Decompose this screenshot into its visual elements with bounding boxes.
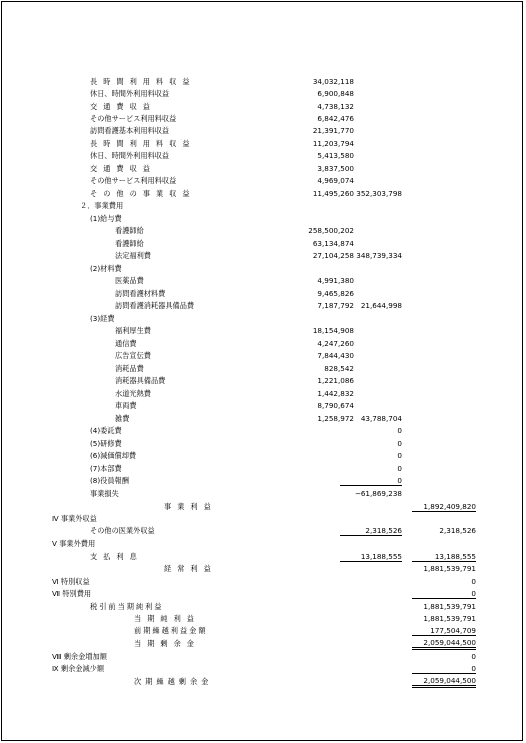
row-label: 法定福利費 [115,251,151,260]
row-value-col1: 6,842,476 [317,114,354,123]
row-value-col1: 3,837,500 [317,164,354,173]
row-label: 訪問看護基本利用料収益 [90,126,170,135]
row-value-col2: 43,788,704 [360,414,402,423]
row-label: 消耗器具備品費 [115,376,166,385]
row-value-col1: 8,790,674 [317,401,354,410]
row-label: その他の事業収益 [90,189,196,198]
section-heading: ２．事業費用 [80,201,124,210]
row-value-col3: 13,188,555 [412,552,476,562]
row-value-col2: 21,644,998 [360,301,402,310]
section-heading: Ⅸ 剰余金減少額 [52,664,105,673]
row-label: 医薬品費 [115,276,144,285]
row-label: 当期純利益 [134,614,200,623]
row-label: 長時間利用料収益 [90,139,196,148]
row-label: 経常利益 [164,564,217,573]
row-value-col1: 34,032,118 [312,77,354,86]
row-value-col1: 4,991,380 [317,276,354,285]
row-label: 雑費 [115,414,130,423]
row-value-col1: 828,542 [324,364,354,373]
row-value-col3: 1,881,539,791 [423,614,476,623]
row-value-col2: 0 [340,476,402,486]
row-value-col2: 0 [397,451,402,460]
row-value-col2: 0 [397,439,402,448]
subsection-heading: (5)研修費 [90,439,122,448]
row-value-col1: 4,969,074 [317,176,354,185]
row-label: その他サービス利用料収益 [90,114,177,123]
section-heading: Ⅵ 特別収益 [52,577,90,586]
row-label: 福利厚生費 [115,326,151,335]
row-value-col1: 258,500,202 [308,226,354,235]
row-value-col1: 1,221,086 [317,376,354,385]
row-value-col3: 0 [471,652,476,661]
row-label: 次期繰越剰余金 [134,677,213,686]
row-value-col2: 13,188,555 [340,552,402,562]
section-heading: Ⅴ 事業外費用 [52,539,96,548]
row-label: 税引前当期純利益 [90,602,164,611]
row-value-col1: 18,154,908 [312,326,354,335]
row-label: 看護師給 [115,226,144,235]
row-label: 当期剰余金 [134,639,200,648]
row-value-col1: 7,187,792 [317,301,354,310]
row-label: 看護師給 [115,239,144,248]
row-label: 通信費 [115,339,137,348]
row-label: 広告宣伝費 [115,351,151,360]
row-label: 前期繰越利益金額 [134,626,208,635]
row-value-col1: 4,738,132 [317,102,354,111]
section-heading: Ⅳ 事業外収益 [52,514,97,523]
subsection-heading: (1)給与費 [90,214,122,223]
row-value-col3: 2,318,526 [439,526,476,535]
subsection-heading: (3)経費 [90,314,115,323]
row-label: 事業損失 [90,489,119,498]
row-value-col3: 2,059,044,500 [412,676,476,688]
row-value-col1: 7,844,430 [317,351,354,360]
row-label: 休日、時間外利用料収益 [90,151,170,160]
row-value-col1: 9,465,826 [317,289,354,298]
subsection-heading: (8)役員報酬 [90,476,129,485]
row-label: 支払利息 [90,552,143,561]
row-value-col3: 1,881,539,791 [423,602,476,611]
section-heading: Ⅷ 剰余金増加額 [52,652,107,661]
row-value-col2: 0 [397,426,402,435]
row-label: 交通費収益 [90,102,156,111]
row-label: その他サービス利用料収益 [90,176,177,185]
row-value-col1: 11,203,794 [312,139,354,148]
row-label: 休日、時間外利用料収益 [90,89,170,98]
row-label: 事業利益 [164,502,217,511]
row-value-col1: 27,104,258 [312,251,354,260]
row-value-col1: 21,391,770 [312,126,354,135]
subsection-heading: (7)本部費 [90,464,122,473]
row-value-col3: 0 [412,589,476,599]
subsection-heading: (6)減価償却費 [90,451,137,460]
row-value-col2: −61,869,238 [354,489,402,498]
document-page [1,1,523,741]
row-label: 水道光熱費 [115,389,151,398]
section-heading: Ⅶ 特別費用 [52,589,92,598]
row-value-col2: 2,318,526 [340,526,402,536]
row-label: 長時間利用料収益 [90,77,196,86]
row-value-col3: 1,881,539,791 [423,564,476,573]
row-value-col1: 63,134,874 [312,239,354,248]
row-value-col1: 1,258,972 [317,414,354,423]
row-value-col2: 0 [397,464,402,473]
row-value-col3: 1,892,409,820 [412,502,476,512]
row-label: 交通費収益 [90,164,156,173]
row-label: 車両費 [115,401,137,410]
row-value-col3: 2,059,044,500 [412,638,476,650]
row-value-col1: 6,900,848 [317,89,354,98]
row-value-col3: 0 [412,664,476,674]
subsection-heading: (2)材料費 [90,264,122,273]
subsection-heading: (4)委託費 [90,426,122,435]
row-label: 訪問看護消耗器具備品費 [115,301,195,310]
row-value-col3: 177,504,709 [412,626,476,636]
row-value-col2: 348,739,334 [356,251,402,260]
row-value-col1: 4,247,260 [317,339,354,348]
row-value-col1: 11,495,260 [312,189,354,198]
row-value-col2: 352,303,798 [356,189,402,198]
row-value-col1: 5,413,580 [317,151,354,160]
row-label: 訪問看護材料費 [115,289,166,298]
row-label: 消耗品費 [115,364,144,373]
row-label: その他の医業外収益 [90,526,155,535]
row-value-col1: 1,442,832 [317,389,354,398]
row-value-col3: 0 [471,577,476,586]
